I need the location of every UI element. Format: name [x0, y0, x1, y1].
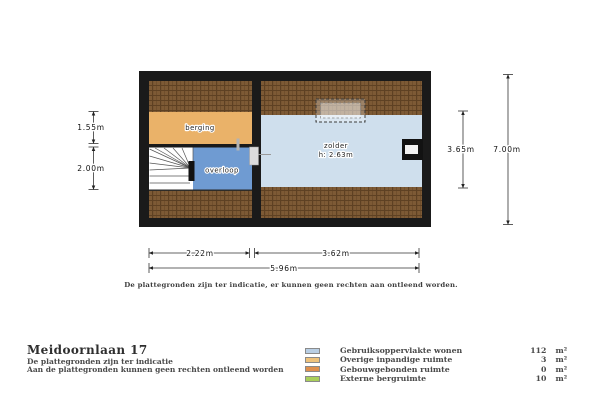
dim-bottom-left-label: 2.22m: [186, 248, 214, 258]
legend-swatch-wonen: [305, 348, 320, 354]
footer-note-1: De plattegronden zijn ter indicatie: [27, 357, 173, 366]
dim-left-bottom-label: 2.00m: [77, 164, 105, 173]
legend-value: 0: [541, 364, 547, 374]
overloop-label: overloop: [205, 166, 239, 175]
dim-bottom-left: [149, 248, 250, 258]
legend-unit: m²: [555, 364, 568, 374]
plan-disclaimer: De plattegronden zijn ter indicatie, er kunnen geen rechten aan ontleend worden.: [124, 281, 458, 289]
dim-left-top: [77, 112, 105, 144]
legend-unit: m²: [555, 346, 568, 356]
dim-bottom-right-label: 3.62m: [322, 248, 350, 258]
zolder-height-label: h: 2.63m: [318, 151, 354, 159]
dim-right-inner-label: 3.65m: [447, 145, 475, 154]
wall-under-overloop: [149, 190, 252, 191]
legend-row-bergruimte: [305, 374, 583, 383]
dim-right-outer: [493, 75, 521, 225]
legend-row-gebouwgebonden: [305, 365, 583, 374]
footer-note-2: Aan de plattegronden kunnen geen rechten ontleend worden: [27, 365, 284, 374]
berging-label: berging: [185, 124, 215, 132]
dim-left-bottom: [77, 147, 105, 190]
right-wall-window-glass: [405, 145, 418, 154]
legend-label: Externe bergruimte: [340, 374, 427, 384]
legend-swatch-bergruimte: [305, 376, 320, 382]
legend-row-inpandig: [305, 355, 583, 364]
legend-label: Gebouwgebonden ruimte: [340, 364, 450, 374]
legend-value: 112: [530, 346, 547, 356]
area-legend: [305, 346, 583, 383]
legend-swatch-gebouwgebonden: [305, 366, 320, 372]
berging-door-marker: [237, 139, 240, 151]
legend-label: Overige inpandige ruimte: [340, 355, 453, 365]
legend-unit: m²: [555, 355, 568, 365]
dim-bottom-right: [255, 248, 420, 258]
legend-value: 10: [535, 374, 547, 384]
dim-bottom-total-label: 5.96m: [270, 263, 298, 273]
legend-label: Gebruiksoppervlakte wonen: [340, 346, 463, 356]
legend-swatch-inpandig: [305, 357, 320, 363]
dim-right-outer-label: 7.00m: [493, 145, 521, 154]
dim-left-top-label: 1.55m: [77, 123, 105, 132]
overloop-door-marker: [250, 147, 259, 165]
legend-row-wonen: [305, 346, 583, 355]
legend-unit: m²: [555, 374, 568, 384]
stair-newel-post: [189, 161, 195, 181]
dim-bottom-total: [149, 263, 419, 273]
legend-value: 3: [541, 355, 547, 365]
dim-right-inner: [447, 111, 475, 188]
skylight-inner: [321, 103, 361, 118]
zolder-label: zolder: [324, 142, 348, 150]
address-title: Meidoornlaan 17: [27, 343, 148, 357]
